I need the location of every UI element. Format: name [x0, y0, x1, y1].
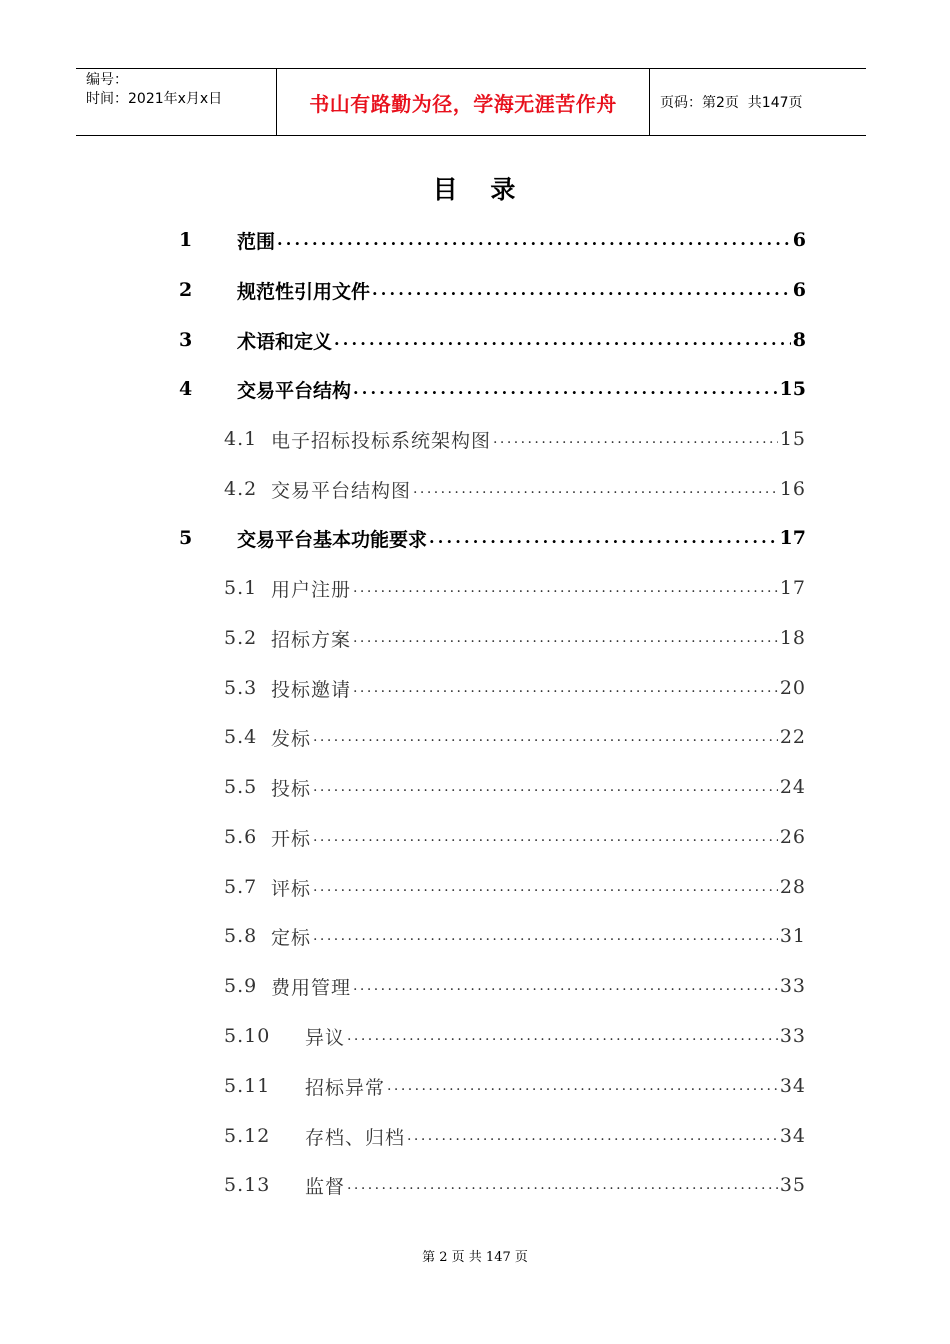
- toc-entry-title: 监督: [305, 1175, 346, 1198]
- toc-leader-dots: [353, 628, 778, 648]
- toc-entry-number: 1: [179, 229, 193, 251]
- toc-entry-page: 6: [792, 279, 806, 301]
- toc-entry-title: 规范性引用文件: [237, 280, 371, 303]
- toc-entry-number: 5.1: [224, 577, 258, 599]
- toc-entry-title: 用户注册: [271, 578, 352, 601]
- toc-entry-page: 20: [779, 677, 806, 699]
- toc-entry-number: 5.5: [224, 776, 258, 798]
- toc-entry-title: 开标: [271, 827, 312, 850]
- toc-entry-page: 24: [779, 776, 806, 798]
- toc-entry-number: 5.4: [224, 726, 258, 748]
- toc-entry-number: 5.6: [224, 826, 258, 848]
- toc-entry-5-9[interactable]: [224, 971, 806, 1001]
- toc-leader-dots: [493, 429, 778, 449]
- header-page-info: 页码：第2页 共147页: [660, 95, 803, 111]
- toc-entry-5-12[interactable]: [224, 1121, 806, 1151]
- toc-entry-5-2[interactable]: [224, 623, 806, 653]
- toc-entry-number: 5.2: [224, 627, 258, 649]
- toc-entry-number: 5.3: [224, 677, 258, 699]
- toc-leader-dots: [429, 528, 778, 548]
- toc-leader-dots: [413, 479, 778, 499]
- document-number-label: 编号：: [86, 72, 128, 88]
- toc-leader-dots: [313, 926, 778, 946]
- toc-entry-page: 17: [779, 577, 806, 599]
- toc-entry-number: 2: [179, 279, 193, 301]
- toc-entry-number: 5.11: [224, 1075, 271, 1097]
- document-date: 时间：2021年x月x日: [86, 91, 223, 107]
- toc-entry-page: 18: [779, 627, 806, 649]
- toc-entry-number: 5.13: [224, 1174, 271, 1196]
- toc-entry-5-3[interactable]: [224, 673, 806, 703]
- toc-leader-dots: [353, 578, 778, 598]
- toc-entry-number: 5.9: [224, 975, 258, 997]
- toc-leader-dots: [347, 1026, 778, 1046]
- toc-leader-dots: [313, 877, 778, 897]
- toc-entry-number: 4: [179, 378, 193, 400]
- toc-leader-dots: [353, 976, 778, 996]
- toc-title: 目 录: [432, 175, 518, 204]
- header-table: [76, 68, 866, 136]
- toc-entry-page: 31: [779, 925, 806, 947]
- toc-entry-page: 16: [779, 478, 806, 500]
- toc-entry-5-8[interactable]: [224, 921, 806, 951]
- toc-leader-dots: [334, 330, 791, 350]
- toc-entry-page: 26: [779, 826, 806, 848]
- toc-entry-title: 发标: [271, 727, 312, 750]
- header-left-cell: [76, 69, 277, 135]
- toc-entry-title: 交易平台结构: [237, 379, 352, 402]
- toc-entry-4-1[interactable]: [224, 424, 806, 454]
- toc-entry-5-1[interactable]: [224, 573, 806, 603]
- toc-entry-number: 4.1: [224, 428, 258, 450]
- toc-leader-dots: [353, 678, 778, 698]
- toc-leader-dots: [347, 1175, 778, 1195]
- toc-entry-number: 5: [179, 527, 193, 549]
- toc-entry-title: 术语和定义: [237, 330, 333, 353]
- toc-entry-page: 33: [779, 1025, 806, 1047]
- toc-entry-5-11[interactable]: [224, 1071, 806, 1101]
- toc-entry-title: 招标方案: [271, 628, 352, 651]
- toc-entry-page: 15: [779, 378, 806, 400]
- toc-entry-page: 34: [779, 1125, 806, 1147]
- toc-entry-5-10[interactable]: [224, 1021, 806, 1051]
- toc-entry-page: 15: [779, 428, 806, 450]
- toc-leader-dots: [313, 827, 778, 847]
- toc-entry-page: 22: [779, 726, 806, 748]
- toc-entry-number: 5.12: [224, 1125, 271, 1147]
- toc-entry-title: 费用管理: [271, 976, 352, 999]
- toc-entry-5-7[interactable]: [224, 872, 806, 902]
- toc-entry-title: 范围: [237, 230, 276, 253]
- toc-entry-title: 交易平台结构图: [271, 479, 412, 502]
- toc-leader-dots: [313, 777, 778, 797]
- toc-entry-title: 异议: [305, 1026, 346, 1049]
- toc-entry-number: 3: [179, 329, 193, 351]
- page-footer: 第 2 页 共 147 页: [422, 1250, 528, 1265]
- toc-entry-title: 投标: [271, 777, 312, 800]
- toc-entry-title: 存档、归档: [305, 1126, 406, 1149]
- toc-entry-page: 34: [779, 1075, 806, 1097]
- toc-entry-5-6[interactable]: [224, 822, 806, 852]
- toc-entry-4[interactable]: [179, 374, 806, 404]
- toc-entry-page: 17: [779, 527, 806, 549]
- toc-leader-dots: [372, 280, 791, 300]
- toc-leader-dots: [277, 230, 791, 250]
- toc-entry-page: 33: [779, 975, 806, 997]
- toc-entry-number: 5.10: [224, 1025, 271, 1047]
- toc-entry-4-2[interactable]: [224, 474, 806, 504]
- toc-entry-page: 8: [792, 329, 806, 351]
- toc-entry-5-4[interactable]: [224, 722, 806, 752]
- toc-leader-dots: [407, 1126, 778, 1146]
- toc-entry-title: 交易平台基本功能要求: [237, 528, 428, 551]
- toc-entry-5-5[interactable]: [224, 772, 806, 802]
- toc-leader-dots: [313, 727, 778, 747]
- toc-entry-number: 5.7: [224, 876, 258, 898]
- toc-entry-title: 电子招标投标系统架构图: [271, 429, 492, 452]
- toc-entry-2[interactable]: [179, 275, 806, 305]
- toc-entry-title: 投标邀请: [271, 678, 352, 701]
- toc-entry-number: 5.8: [224, 925, 258, 947]
- toc-entry-title: 评标: [271, 877, 312, 900]
- header-motto: 书山有路勤为径，学海无涯苦作舟: [277, 69, 650, 135]
- toc-entry-page: 35: [779, 1174, 806, 1196]
- toc-entry-title: 定标: [271, 926, 312, 949]
- toc-entry-5-13[interactable]: [224, 1170, 806, 1200]
- toc-entry-number: 4.2: [224, 478, 258, 500]
- toc-entry-page: 6: [792, 229, 806, 251]
- toc-entry-title: 招标异常: [305, 1076, 386, 1099]
- toc-leader-dots: [353, 379, 778, 399]
- toc-entry-page: 28: [779, 876, 806, 898]
- toc-entry-3[interactable]: [179, 325, 806, 355]
- toc-leader-dots: [387, 1076, 778, 1096]
- toc-entry-1[interactable]: [179, 225, 806, 255]
- toc-entry-5[interactable]: [179, 523, 806, 553]
